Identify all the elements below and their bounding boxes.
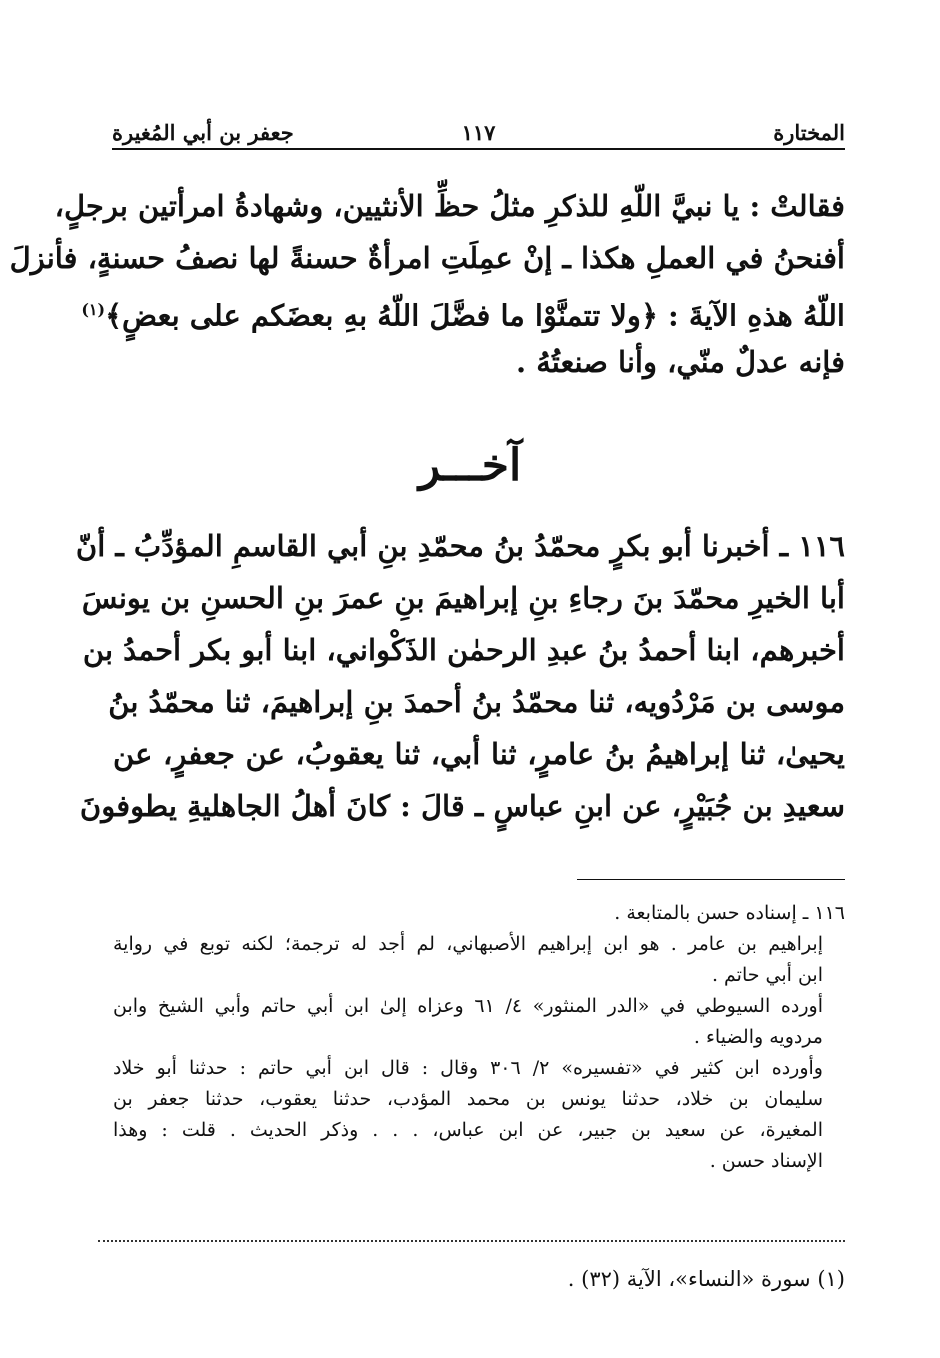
text-line: يحيىٰ، ثنا إبراهيمُ بنُ عامرٍ، ثنا أبي، ثنا يعقوبُ، عن جعفرٍ، عن <box>113 737 845 771</box>
note-line: مردويه والضياء . <box>693 1026 823 1048</box>
note-line: وأورده ابن كثير في «تفسيره» ٢/ ٣٠٦ وقال : قال ابن أبي حاتم : حدثنا أبو خلاد <box>113 1057 823 1079</box>
book-title: المختارة <box>773 120 845 145</box>
running-header <box>112 112 845 148</box>
note-line: ابن أبي حاتم . <box>711 964 823 986</box>
text-line: فإنه عدلٌ منّي، وأنا صنعتُهُ . <box>516 345 845 379</box>
text-line: فقالتْ : يا نبيَّ اللّهِ للذكرِ مثلُ حظِّ الأنثيين، وشهادةُ امرأتين برجلٍ، <box>54 189 845 223</box>
text-line: أفنحنُ في العملِ هكذا ـ إنْ عمِلَتِ امرأةٌ حسنةً لها نصفُ حسنةٍ، فأنزلَ <box>9 241 845 275</box>
text-line: سعيدِ بن جُبَيْرٍ، عن ابنِ عباسٍ ـ قالَ : كانَ أهلُ الجاهليةِ يطوفونَ <box>79 789 845 823</box>
header-rule <box>112 148 845 150</box>
footnote-separator <box>98 1240 845 1242</box>
quran-verse-line: اللّهُ هذهِ الآيةَ : ﴿ولا تتمنَّوْا ما فضَّلَ اللّهُ بهِ بعضَكم على بعضٍ﴾ <box>105 298 845 333</box>
note-line: أورده السيوطي في «الدر المنثور» ٤/ ٦١ وعزاه إلىٰ ابن أبي حاتم وأبي الشيخ وابن <box>113 995 823 1017</box>
section-title: آخـــر <box>418 440 522 491</box>
hadith-text <box>75 520 845 832</box>
note-line: المغيرة، عن سعيد بن جبير، عن ابن عباس، . . . وذكر الحديث . قلت : وهذا <box>113 1119 823 1141</box>
hadith-notes <box>113 898 845 1177</box>
page-number: ١١٧ <box>461 120 496 145</box>
chapter-title: جعفر بن أبي المُغيرة <box>112 120 294 145</box>
text-line: موسى بن مَرْدُويه، ثنا محمّدُ بنُ أحمدَ بنِ إبراهيمَ، ثنا محمّدُ بنُ <box>108 685 845 719</box>
text-line: أخبرهم، ابنا أحمدُ بنُ عبدِ الرحمٰن الذَكْواني، ابنا أبو بكر أحمدُ بن <box>82 633 845 667</box>
text-line <box>81 284 845 336</box>
note-line: سليمان بن خلاد، حدثنا يونس بن محمد المؤدب، حدثنا يعقوب، حدثنا جعفر بن <box>113 1088 823 1110</box>
text-line: ١١٦ ـ أخبرنا أبو بكرٍ محمّدُ بنُ محمّدِ بنِ أبي القاسمِ المؤدِّبُ ـ أنّ <box>75 529 845 563</box>
text-line: أبا الخيرِ محمّدَ بنَ رجاءِ بنِ إبراهيمَ بنِ عمرَ بنِ الحسنِ بن يونسَ <box>81 581 845 615</box>
note-line: ١١٦ ـ إسناده حسن بالمتابعة . <box>614 902 845 924</box>
notes-separator <box>577 879 845 880</box>
note-line: إبراهيم بن عامر . هو ابن إبراهيم الأصبهاني، لم أجد له ترجمة؛ لكنه توبع في رواية <box>113 933 823 955</box>
footnote-ref: (١) <box>81 300 106 319</box>
note-line: الإسناد حسن . <box>709 1150 823 1172</box>
footnote: (١) سورة «النساء»، الآية (٣٢) . <box>567 1267 845 1291</box>
continuation-text <box>9 180 845 388</box>
